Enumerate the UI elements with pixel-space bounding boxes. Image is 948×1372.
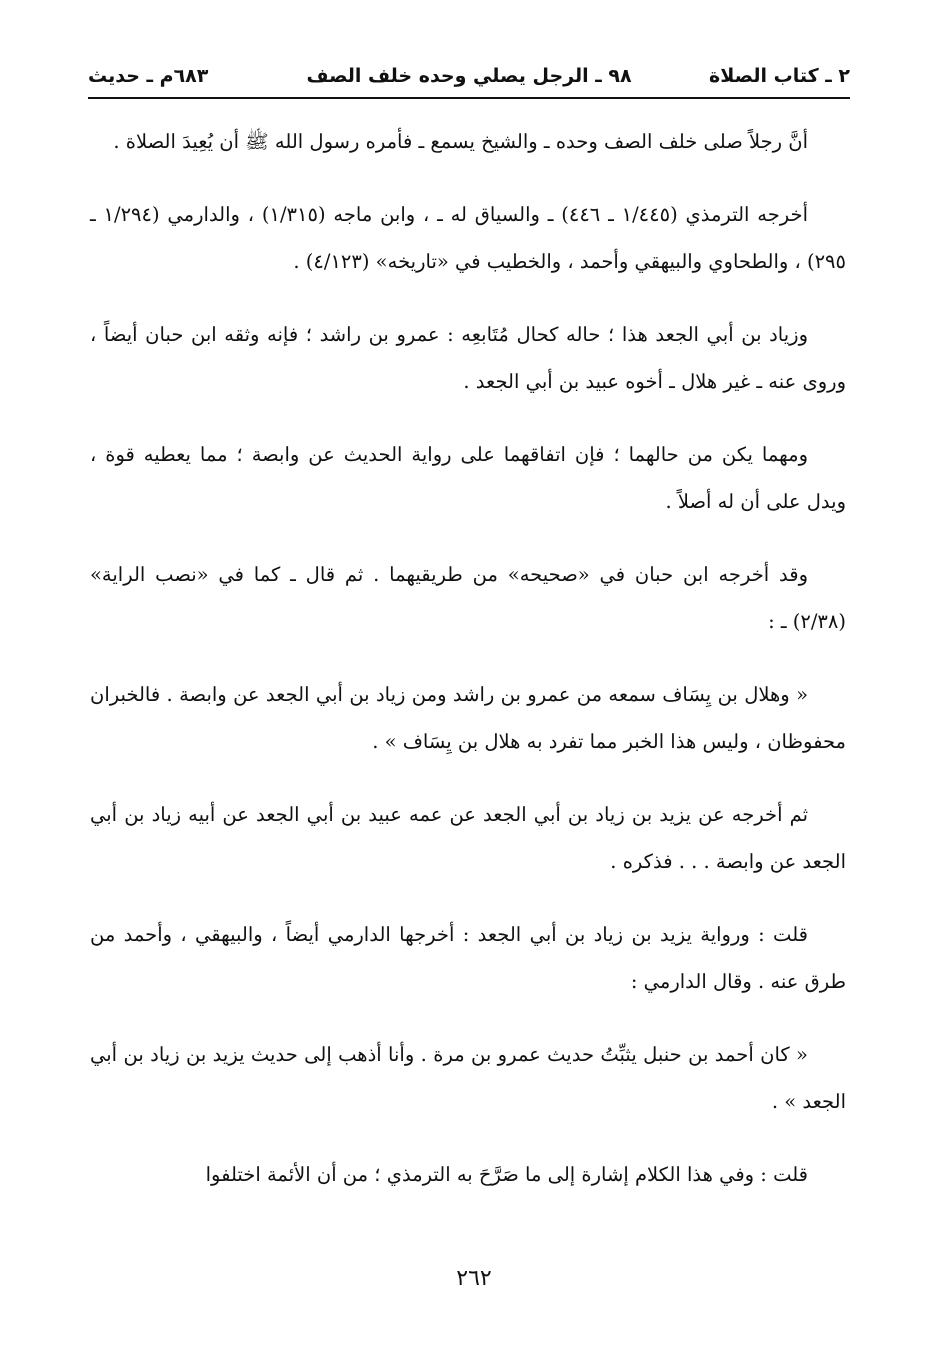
- paragraph: « كان أحمد بن حنبل يثبِّتُ حديث عمرو بن مرة . وأنا أذهب إلى حديث يزيد بن زياد بن أبي الجعد » .: [90, 1043, 846, 1113]
- paragraph: وقد أخرجه ابن حبان في «صحيحه» من طريقيهما . ثم قال ـ كما في «نصب الراية» (٢/٣٨) ـ :: [90, 563, 846, 633]
- header-hadith-number: ٦٨٣م ـ حديث: [88, 65, 209, 87]
- paragraph: ثم أخرجه عن يزيد بن زياد بن أبي الجعد عن عمه عبيد بن أبي الجعد عن أبيه زياد بن أبي الجعد عن وابصة . . . فذكره .: [90, 803, 846, 873]
- paragraph: « وهلال بن يِسَاف سمعه من عمرو بن راشد ومن زياد بن أبي الجعد عن وابصة . فالخبران محفوظان ، وليس هذا الخبر مما تفرد به هلال بن يِسَاف » .: [90, 683, 846, 753]
- header-book-title: ٢ ـ كتاب الصلاة: [709, 65, 850, 87]
- running-header: [88, 58, 850, 94]
- header-rule: [88, 97, 850, 99]
- paragraph: قلت : ورواية يزيد بن زياد بن أبي الجعد : أخرجها الدارمي أيضاً ، والبيهقي ، وأحمد من طرق عنه . وقال الدارمي :: [90, 923, 846, 993]
- main-text: [90, 118, 846, 1224]
- page-number: ٢٦٢: [456, 1266, 492, 1291]
- paragraph: ومهما يكن من حالهما ؛ فإن اتفاقهما على رواية الحديث عن وابصة ؛ مما يعطيه قوة ، ويدل على أن له أصلاً .: [90, 443, 846, 513]
- paragraph: أنَّ رجلاً صلى خلف الصف وحده ـ والشيخ يسمع ـ فأمره رسول الله ﷺ أن يُعِيدَ الصلاة .: [113, 130, 808, 153]
- header-chapter-title: ٩٨ ـ الرجل يصلي وحده خلف الصف: [306, 65, 632, 87]
- paragraph: وزياد بن أبي الجعد هذا ؛ حاله كحال مُتَابعِه : عمرو بن راشد ؛ فإنه وثقه ابن حبان أيضاً ، وروى عنه ـ غير هلال ـ أخوه عبيد بن أبي الجعد .: [90, 323, 846, 393]
- paragraph: قلت : وفي هذا الكلام إشارة إلى ما صَرَّحَ به الترمذي ؛ من أن الأئمة اختلفوا: [205, 1163, 808, 1186]
- paragraph: أخرجه الترمذي (١/٤٤٥ ـ ٤٤٦) ـ والسياق له ـ ، وابن ماجه (١/٣١٥) ، والدارمي (١/٢٩٤ ـ ٢٩٥) ، والطحاوي والبيهقي وأحمد ، والخطيب في «تاريخه» (٤/١٢٣) .: [90, 203, 846, 273]
